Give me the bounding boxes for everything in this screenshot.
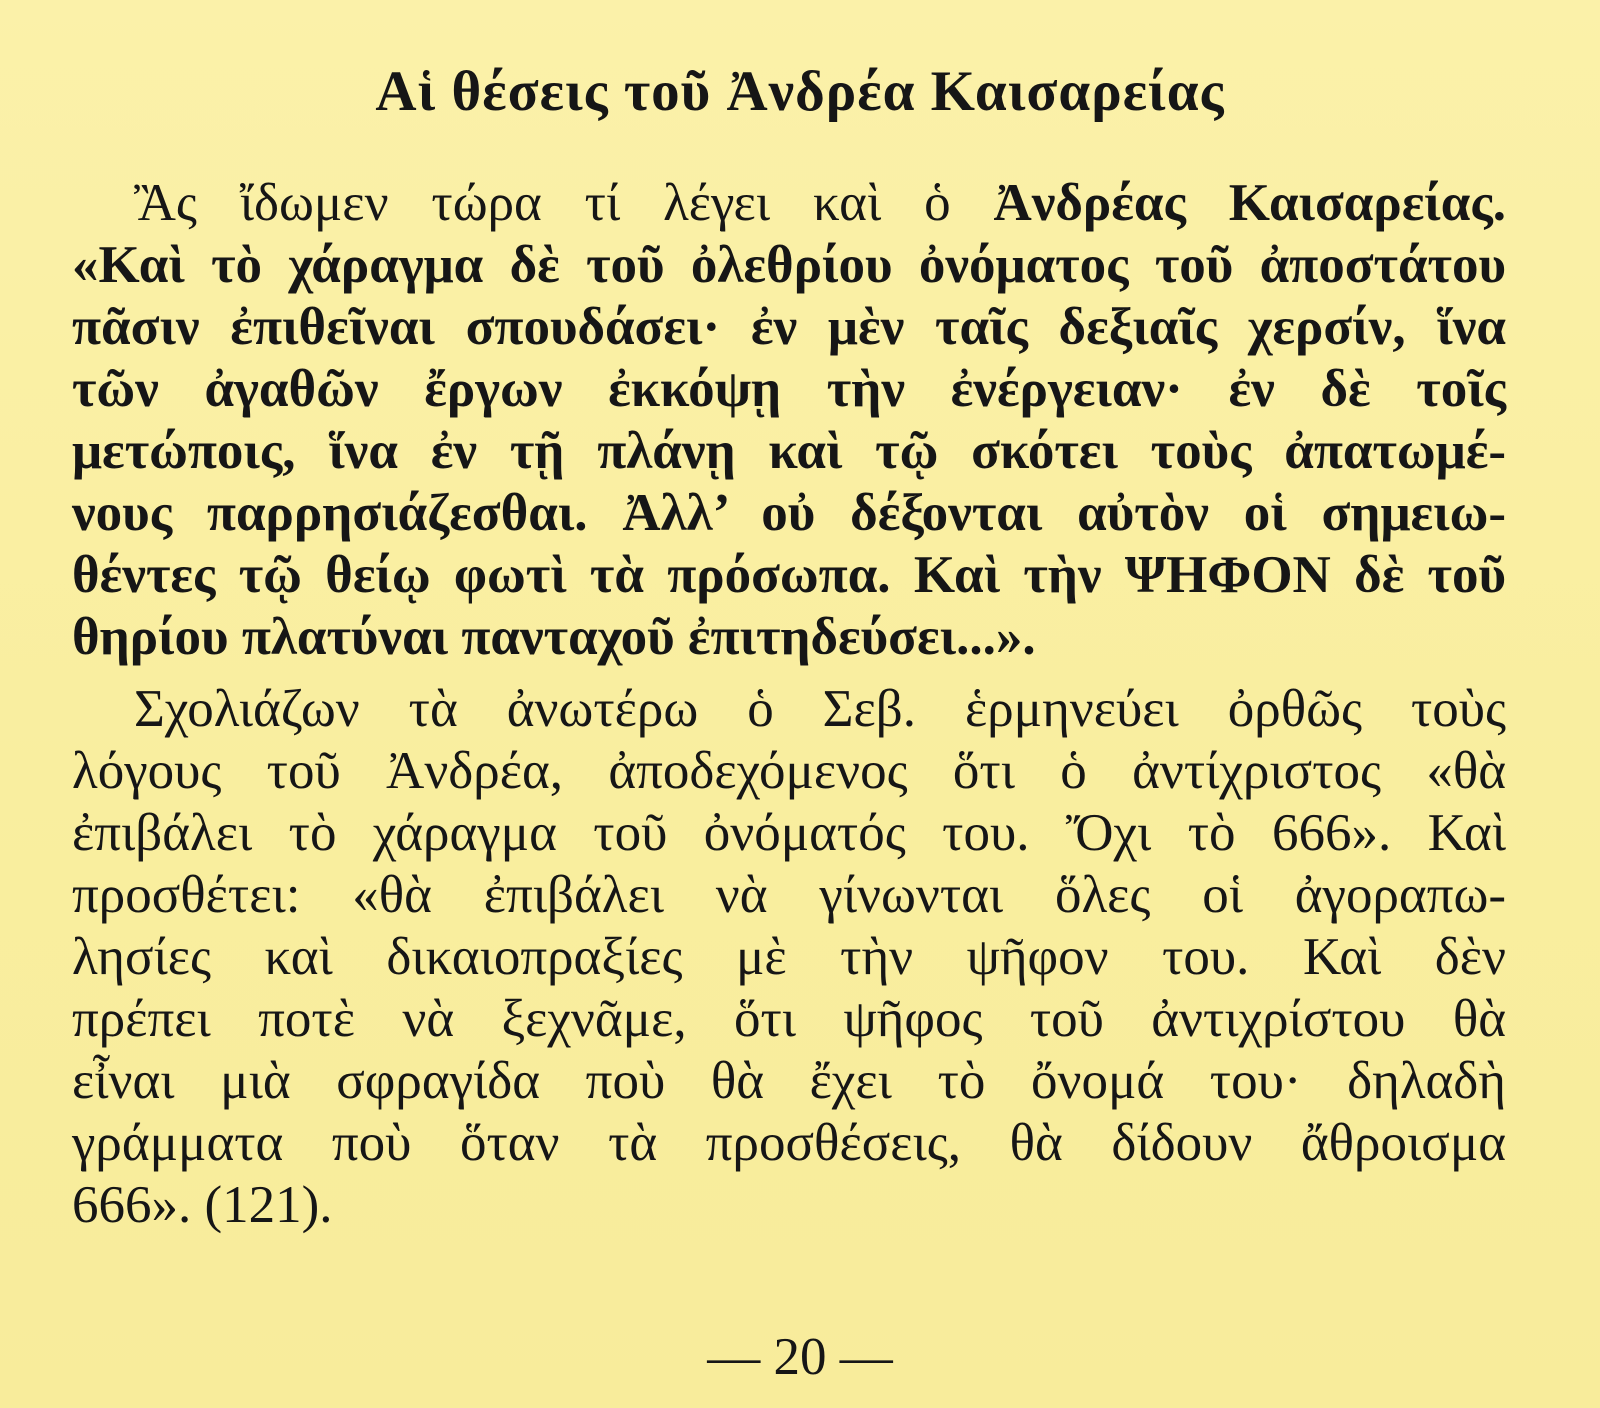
page-title: Αἱ θέσεις τοῦ Ἀνδρέα Καισαρείας xyxy=(375,60,1225,123)
quote-line: τῶν ἀγαθῶν ἔργων ἐκκόψῃ τὴν ἐνέργειαν· ἐν δὲ τοῖς xyxy=(72,360,1506,418)
paragraph-1-intro-bold: Ἀνδρέας Καισαρείας. xyxy=(993,174,1506,232)
body-line: πρέπει ποτὲ νὰ ξεχνᾶμε, ὅτι ψῆφος τοῦ ἀντιχρίστου θὰ xyxy=(72,990,1506,1048)
body-line: λησίες καὶ δικαιοπραξίες μὲ τὴν ψῆφον του. Καὶ δὲν xyxy=(72,928,1506,986)
page-number: — 20 — xyxy=(707,1328,893,1386)
paragraph-1-line-1 xyxy=(134,170,1506,236)
body-line: λόγους τοῦ Ἀνδρέα, ἀποδεχόμενος ὅτι ὁ ἀντίχριστος «θὰ xyxy=(72,742,1506,800)
quote-line: «Καὶ τὸ χάραγμα δὲ τοῦ ὀλεθρίου ὀνόματος τοῦ ἀποστάτου xyxy=(72,236,1506,294)
body-line: Σχολιάζων τὰ ἀνωτέρω ὁ Σεβ. ἑρμηνεύει ὀρθῶς τοὺς xyxy=(134,680,1506,738)
body-line: ἐπιβάλει τὸ χάραγμα τοῦ ὀνόματός του. Ὄχι τὸ 666». Καὶ xyxy=(72,804,1506,862)
quote-line: νους παρρησιάζεσθαι. Ἀλλ’ οὐ δέξονται αὐτὸν οἱ σημειω- xyxy=(72,484,1506,542)
paragraph-1-intro-text: Ἂς ἴδωμεν τώρα τί λέγει καὶ ὁ xyxy=(134,174,994,232)
body-line: γράμματα ποὺ ὅταν τὰ προσθέσεις, θὰ δίδουν ἄθροισμα xyxy=(72,1114,1506,1172)
quote-line: πᾶσιν ἐπιθεῖναι σπουδάσει· ἐν μὲν ταῖς δεξιαῖς χερσίν, ἵνα xyxy=(72,298,1506,356)
quote-line: θηρίου πλατύναι πανταχοῦ ἐπιτηδεύσει...». xyxy=(72,608,1036,666)
body-line: εἶναι μιὰ σφραγίδα ποὺ θὰ ἔχει τὸ ὄνομά του· δηλαδὴ xyxy=(72,1052,1506,1110)
body-line: προσθέτει: «θὰ ἐπιβάλει νὰ γίνωνται ὅλες οἱ ἀγοραπω- xyxy=(72,866,1506,924)
quote-line: θέντες τῷ θείῳ φωτὶ τὰ πρόσωπα. Καὶ τὴν ΨΗΦΟΝ δὲ τοῦ xyxy=(72,546,1506,604)
quote-line: μετώποις, ἵνα ἐν τῇ πλάνῃ καὶ τῷ σκότει τοὺς ἀπατωμέ- xyxy=(72,422,1506,480)
body-line: 666». (121). xyxy=(72,1176,333,1234)
